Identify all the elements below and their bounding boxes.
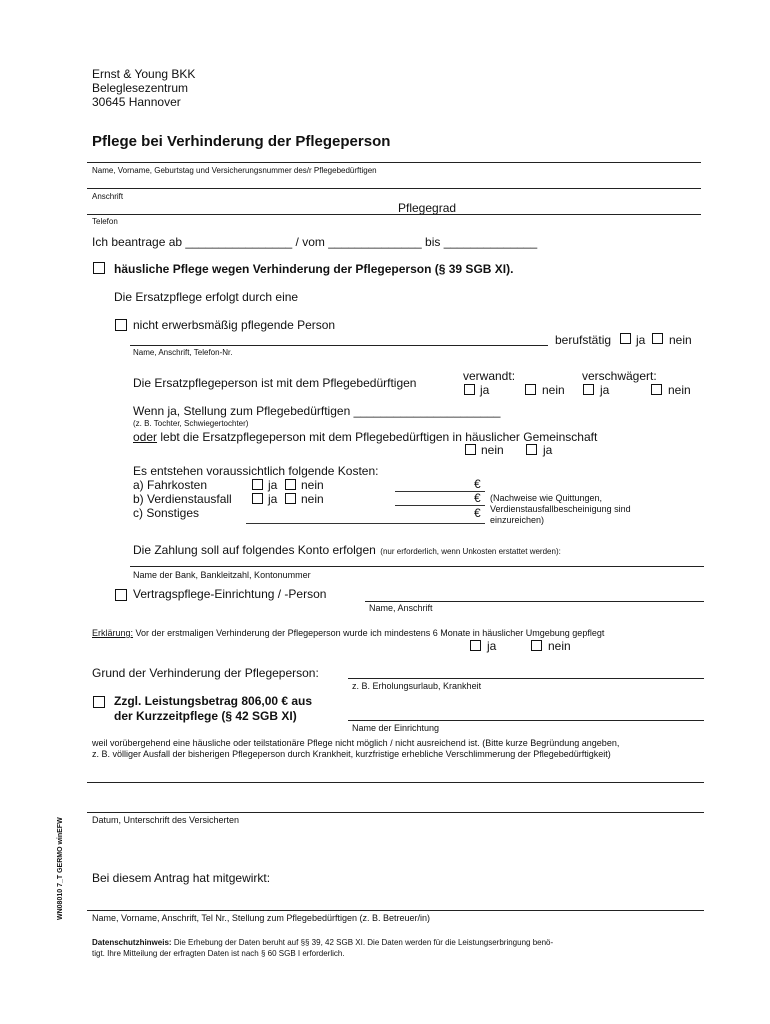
- sonstiges-label: c) Sonstiges: [133, 506, 200, 520]
- fahrkosten-euro: €: [474, 477, 481, 491]
- verwandt-nein-label: nein: [542, 383, 565, 397]
- beantrage-vom: / vom: [295, 235, 325, 249]
- gemeinschaft-nein-checkbox[interactable]: [465, 444, 476, 455]
- sonstiges-amount-line[interactable]: [246, 523, 485, 524]
- nachweise-line-3: einzureichen): [490, 515, 545, 525]
- beantrage-ab-blank[interactable]: ________________: [185, 235, 293, 249]
- berufstaetig-nein-checkbox[interactable]: [652, 333, 663, 344]
- erklaerung-nein-label: nein: [548, 639, 571, 653]
- beantrage-bis: bis: [425, 235, 441, 249]
- datenschutz-label: Datenschutzhinweis:: [92, 938, 172, 947]
- kurzzeit-reason-1: weil vorübergehend eine häusliche oder teilstationäre Pflege nicht möglich / nicht ausreichend ist. (Bitte kurze Begründung angeben,: [92, 738, 620, 748]
- fahrkosten-label: a) Fahrkosten: [133, 478, 208, 492]
- signature-line[interactable]: [87, 812, 704, 813]
- kosten-intro: Es entstehen voraussichtlich folgende Kosten:: [133, 464, 379, 478]
- verdienstausfall-amount-line[interactable]: [395, 505, 485, 506]
- pflegegrad-label: Pflegegrad: [398, 201, 457, 215]
- erklaerung-ja-label: ja: [487, 639, 497, 653]
- fahrkosten-nein-checkbox[interactable]: [285, 479, 296, 490]
- haeusliche-pflege-checkbox[interactable]: [93, 262, 105, 274]
- zahlung-row: [133, 541, 561, 559]
- berufstaetig-ja-label: ja: [636, 333, 646, 347]
- stellung-blank[interactable]: ______________________: [353, 404, 501, 418]
- sonstiges-euro: €: [474, 506, 481, 520]
- stellung-label: Wenn ja, Stellung zum Pflegebedürftigen: [133, 404, 351, 418]
- beantrage-row: [92, 235, 537, 249]
- datenschutz-text-1: Die Erhebung der Daten beruht auf §§ 39, 42 SGB XI. Die Daten werden für die Leistungserbringung benö-: [173, 938, 554, 947]
- signature-label: Datum, Unterschrift des Versicherten: [92, 815, 240, 825]
- berufstaetig-label: berufstätig: [555, 333, 612, 347]
- verdienstausfall-label: b) Verdienstausfall: [133, 492, 232, 506]
- erklaerung-row: [92, 628, 604, 638]
- nicht-erwerbsmaessig-checkbox[interactable]: [115, 319, 127, 331]
- verdienstausfall-nein-label: nein: [301, 492, 324, 506]
- nachweise-line-2: Verdienstausfallbescheinigung sind: [490, 504, 631, 514]
- ersatzpflege-intro: Die Ersatzpflege erfolgt durch eine: [114, 290, 299, 304]
- erklaerung-ja-checkbox[interactable]: [470, 640, 481, 651]
- gemeinschaft-ja-label: ja: [543, 443, 553, 457]
- vertrag-name-line[interactable]: [365, 601, 704, 602]
- person-name-hint: Name, Anschrift, Telefon-Nr.: [133, 348, 233, 357]
- field-line-telefon[interactable]: [87, 214, 701, 215]
- verschwaegert-nein-checkbox[interactable]: [651, 384, 662, 395]
- fahrkosten-ja-checkbox[interactable]: [252, 479, 263, 490]
- grund-hint: z. B. Erholungsurlaub, Krankheit: [352, 681, 482, 691]
- reason-line[interactable]: [87, 782, 704, 783]
- datenschutz-text-2: tigt. Ihre Mitteilung der erfragten Daten ist nach § 60 SGB I erforderlich.: [92, 949, 345, 958]
- verschwaegert-nein-label: nein: [668, 383, 691, 397]
- berufstaetig-nein-label: nein: [669, 333, 692, 347]
- fahrkosten-nein-label: nein: [301, 478, 324, 492]
- person-name-line[interactable]: [130, 345, 548, 346]
- kurzzeitpflege-checkbox[interactable]: [93, 696, 105, 708]
- bank-line[interactable]: [130, 566, 704, 567]
- grund-label: Grund der Verhinderung der Pflegeperson:: [92, 666, 319, 680]
- datenschutz-row-1: [92, 938, 553, 947]
- verwandt-ja-checkbox[interactable]: [464, 384, 475, 395]
- berufstaetig-ja-checkbox[interactable]: [620, 333, 631, 344]
- kurzzeit-reason-2: z. B. völliger Ausfall der bisherigen Pflegeperson durch Krankheit, kurzfristige erhebliche Verschlimmerung der Pflegebedürftigkeit): [92, 749, 611, 759]
- verwandt-label: verwandt:: [463, 369, 516, 383]
- oder-label: oder: [133, 430, 158, 444]
- nachweise-line-1: (Nachweise wie Quittungen,: [490, 493, 603, 503]
- verschwaegert-ja-checkbox[interactable]: [583, 384, 594, 395]
- stellung-row: [133, 404, 500, 418]
- verschwaegert-label: verschwägert:: [582, 369, 657, 383]
- grund-line[interactable]: [348, 678, 704, 679]
- zahlung-label: Die Zahlung soll auf folgendes Konto erfolgen: [133, 543, 376, 557]
- verdienstausfall-nein-checkbox[interactable]: [285, 493, 296, 504]
- mitgewirkt-hint: Name, Vorname, Anschrift, Tel Nr., Stellung zum Pflegebedürftigen (z. B. Betreuer/in): [92, 913, 430, 923]
- name-field-label: Name, Vorname, Geburtstag und Versicherungsnummer des/r Pflegebedürftigen: [92, 166, 377, 175]
- field-line-anschrift[interactable]: [87, 188, 701, 189]
- vertrag-name-hint: Name, Anschrift: [369, 603, 433, 613]
- page-title: Pflege bei Verhinderung der Pflegeperson: [92, 133, 391, 150]
- address-line-1: Ernst & Young BKK: [92, 67, 196, 81]
- stellung-hint: (z. B. Tochter, Schwiegertochter): [133, 419, 249, 428]
- erklaerung-label: Erklärung:: [92, 628, 134, 638]
- vertragspflege-label: Vertragspflege-Einrichtung / -Person: [133, 587, 327, 601]
- erklaerung-text: Vor der erstmaligen Verhinderung der Pflegeperson wurde ich mindestens 6 Monate in häuslicher Umgebung gepflegt: [135, 628, 605, 638]
- einrichtung-line[interactable]: [348, 720, 704, 721]
- mitgewirkt-label: Bei diesem Antrag hat mitgewirkt:: [92, 871, 271, 885]
- beantrage-vom-blank[interactable]: ______________: [328, 235, 422, 249]
- address-line-3: 30645 Hannover: [92, 95, 181, 109]
- verdienstausfall-euro: €: [474, 491, 481, 505]
- kurzzeitpflege-line-2: der Kurzzeitpflege (§ 42 SGB XI): [114, 709, 297, 723]
- gemeinschaft-ja-checkbox[interactable]: [526, 444, 537, 455]
- beantrage-bis-blank[interactable]: ______________: [443, 235, 538, 249]
- erklaerung-nein-checkbox[interactable]: [531, 640, 542, 651]
- gemeinschaft-nein-label: nein: [481, 443, 504, 457]
- einrichtung-hint: Name der Einrichtung: [352, 723, 440, 733]
- bank-label: Name der Bank, Bankleitzahl, Kontonummer: [133, 570, 311, 580]
- kurzzeitpflege-line-1: Zzgl. Leistungsbetrag 806,00 € aus: [114, 694, 313, 708]
- address-line-2: Beleglesezentrum: [92, 81, 189, 95]
- gemeinschaft-label: lebt die Ersatzpflegeperson mit dem Pflegebedürftigen in häuslicher Gemeinschaft: [160, 430, 598, 444]
- anschrift-field-label: Anschrift: [92, 192, 124, 201]
- verwandt-ja-label: ja: [480, 383, 490, 397]
- ersatzperson-label: Die Ersatzpflegeperson ist mit dem Pflegebedürftigen: [133, 376, 417, 390]
- verdienstausfall-ja-checkbox[interactable]: [252, 493, 263, 504]
- vertragspflege-checkbox[interactable]: [115, 589, 127, 601]
- fahrkosten-amount-line[interactable]: [395, 491, 485, 492]
- gemeinschaft-row: [133, 430, 597, 444]
- fahrkosten-ja-label: ja: [268, 478, 278, 492]
- mitgewirkt-line[interactable]: [87, 910, 704, 911]
- verwandt-nein-checkbox[interactable]: [525, 384, 536, 395]
- nicht-erwerbsmaessig-label: nicht erwerbsmäßig pflegende Person: [133, 318, 336, 332]
- form-side-code: WN08010 7_T GERMO winEFW: [57, 817, 64, 920]
- verschwaegert-ja-label: ja: [600, 383, 610, 397]
- telefon-field-label: Telefon: [92, 217, 118, 226]
- haeusliche-pflege-label: häusliche Pflege wegen Verhinderung der Pflegeperson (§ 39 SGB XI).: [114, 262, 514, 276]
- verdienstausfall-ja-label: ja: [268, 492, 278, 506]
- zahlung-hint: (nur erforderlich, wenn Unkosten erstattet werden):: [380, 547, 561, 556]
- beantrage-prefix: Ich beantrage ab: [92, 235, 183, 249]
- field-line-name[interactable]: [87, 162, 701, 163]
